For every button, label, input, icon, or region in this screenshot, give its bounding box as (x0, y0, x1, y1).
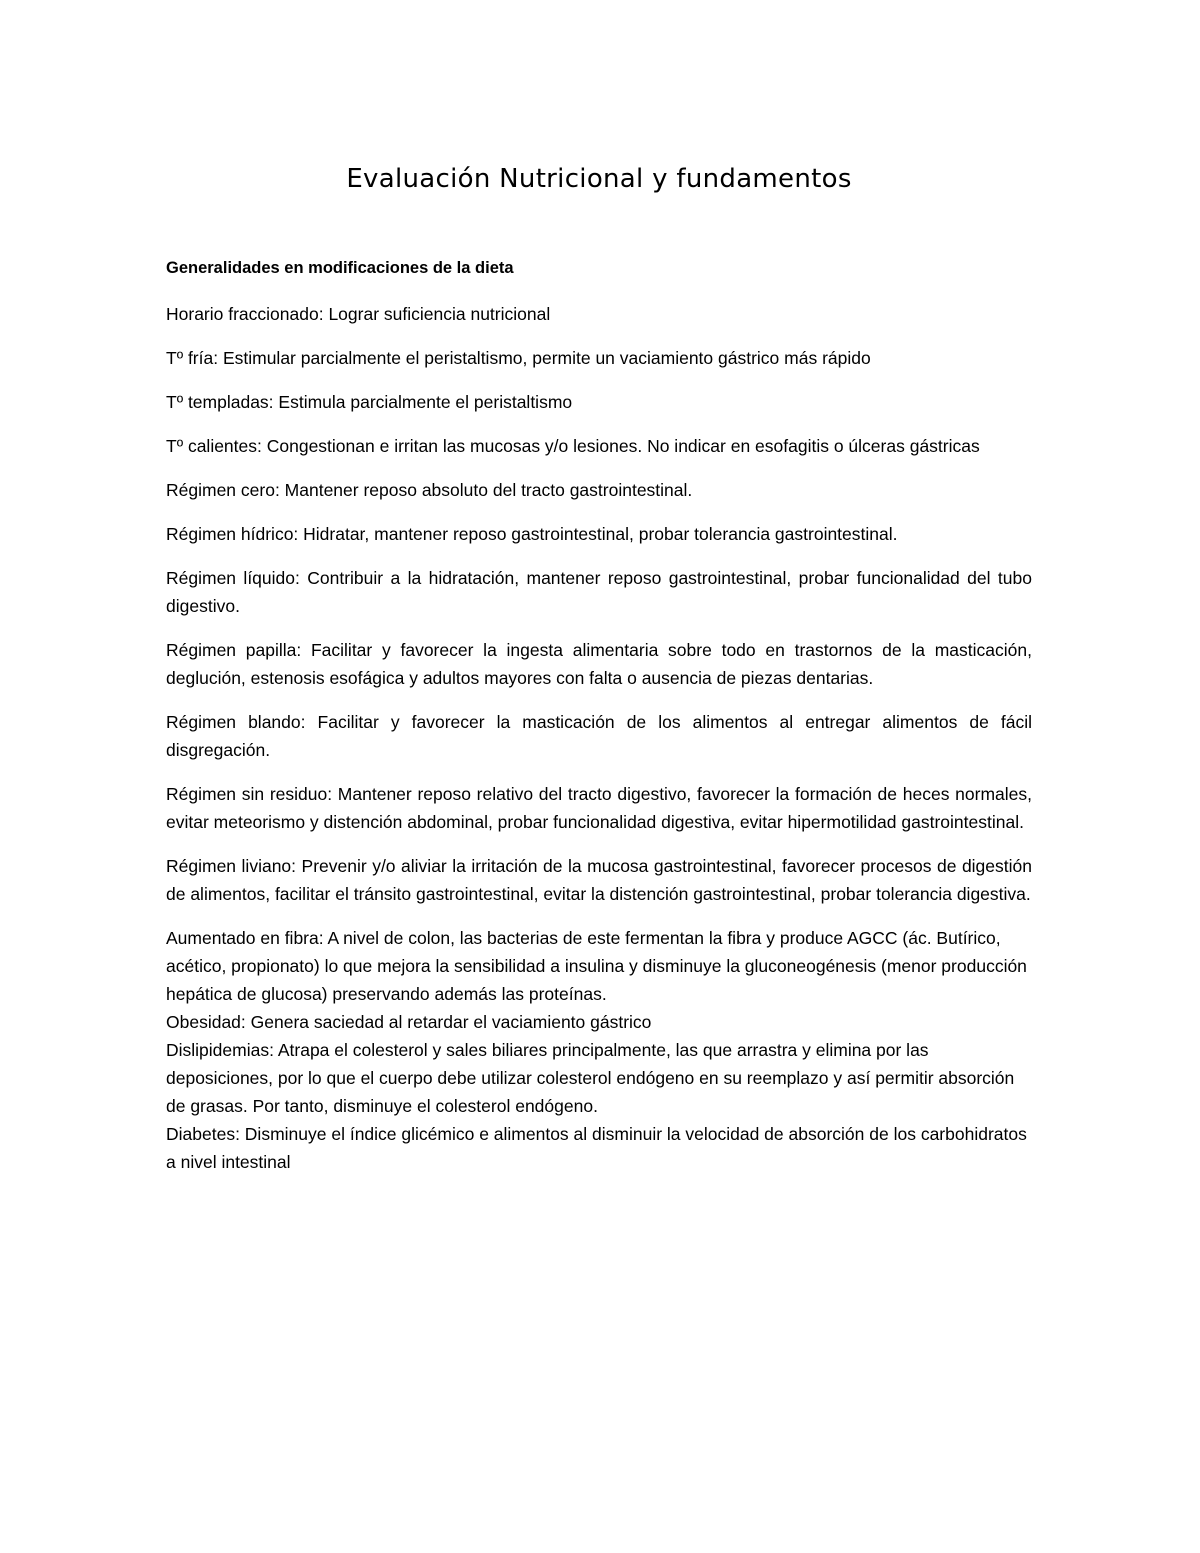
paragraph-horario: Horario fraccionado: Lograr suficiencia nutricional (166, 304, 551, 324)
paragraph-regimen-papilla: Régimen papilla: Facilitar y favorecer la ingesta alimentaria sobre todo en trastornos de la masticación, deglución, estenosis esofágica y adultos mayores con falta o ausencia de piezas dentarias. (166, 640, 1032, 688)
paragraph-regimen-blando: Régimen blando: Facilitar y favorecer la masticación de los alimentos al entregar alimentos de fácil disgregación. (166, 712, 1032, 760)
paragraph-regimen-sin-residuo: Régimen sin residuo: Mantener reposo relativo del tracto digestivo, favorecer la formación de heces normales, evitar meteorismo y distención abdominal, probar funcionalidad digestiva, evitar hipermotilidad gastrointestinal. (166, 784, 1032, 832)
fiber-section (166, 924, 1032, 1176)
paragraph-temp-fria: Tº fría: Estimular parcialmente el peristaltismo, permite un vaciamiento gástrico más rápido (166, 348, 871, 368)
paragraph-regimen-liquido: Régimen líquido: Contribuir a la hidratación, mantener reposo gastrointestinal, probar funcionalidad del tubo digestivo. (166, 568, 1032, 616)
paragraph-regimen-hidrico: Régimen hídrico: Hidratar, mantener reposo gastrointestinal, probar tolerancia gastrointestinal. (166, 524, 898, 544)
paragraph-temp-calientes: Tº calientes: Congestionan e irritan las mucosas y/o lesiones. No indicar en esofagitis o úlceras gástricas (166, 436, 980, 456)
paragraph-regimen-liviano: Régimen liviano: Prevenir y/o aliviar la irritación de la mucosa gastrointestinal, favorecer procesos de digestión de alimentos, facilitar el tránsito gastrointestinal, evitar la distención gastrointestinal, probar tolerancia digestiva. (166, 856, 1032, 904)
document-page (166, 160, 1032, 1176)
paragraph-regimen-cero: Régimen cero: Mantener reposo absoluto del tracto gastrointestinal. (166, 480, 693, 500)
document-title: Evaluación Nutricional y fundamentos (346, 164, 852, 194)
paragraph-fibra-diabetes: Diabetes: Disminuye el índice glicémico e alimentos al disminuir la velocidad de absorción de los carbohidratos a nivel intestinal (166, 1124, 1027, 1172)
section-heading: Generalidades en modificaciones de la dieta (166, 259, 514, 277)
paragraph-fibra-intro: Aumentado en fibra: A nivel de colon, las bacterias de este fermentan la fibra y produce AGCC (ác. Butírico, acético, propionato) lo que mejora la sensibilidad a insulina y disminuye la gluconeogénesis (menor producción hepática de glucosa) preservando además las proteínas. (166, 928, 1027, 1004)
paragraph-temp-templadas: Tº templadas: Estimula parcialmente el peristaltismo (166, 392, 573, 412)
paragraph-fibra-obesidad: Obesidad: Genera saciedad al retardar el vaciamiento gástrico (166, 1012, 652, 1032)
paragraph-fibra-dislipidemias: Dislipidemias: Atrapa el colesterol y sales biliares principalmente, las que arrastra y elimina por las deposiciones, por lo que el cuerpo debe utilizar colesterol endógeno en su reemplazo y así permitir absorción de grasas. Por tanto, disminuye el colesterol endógeno. (166, 1040, 1015, 1116)
